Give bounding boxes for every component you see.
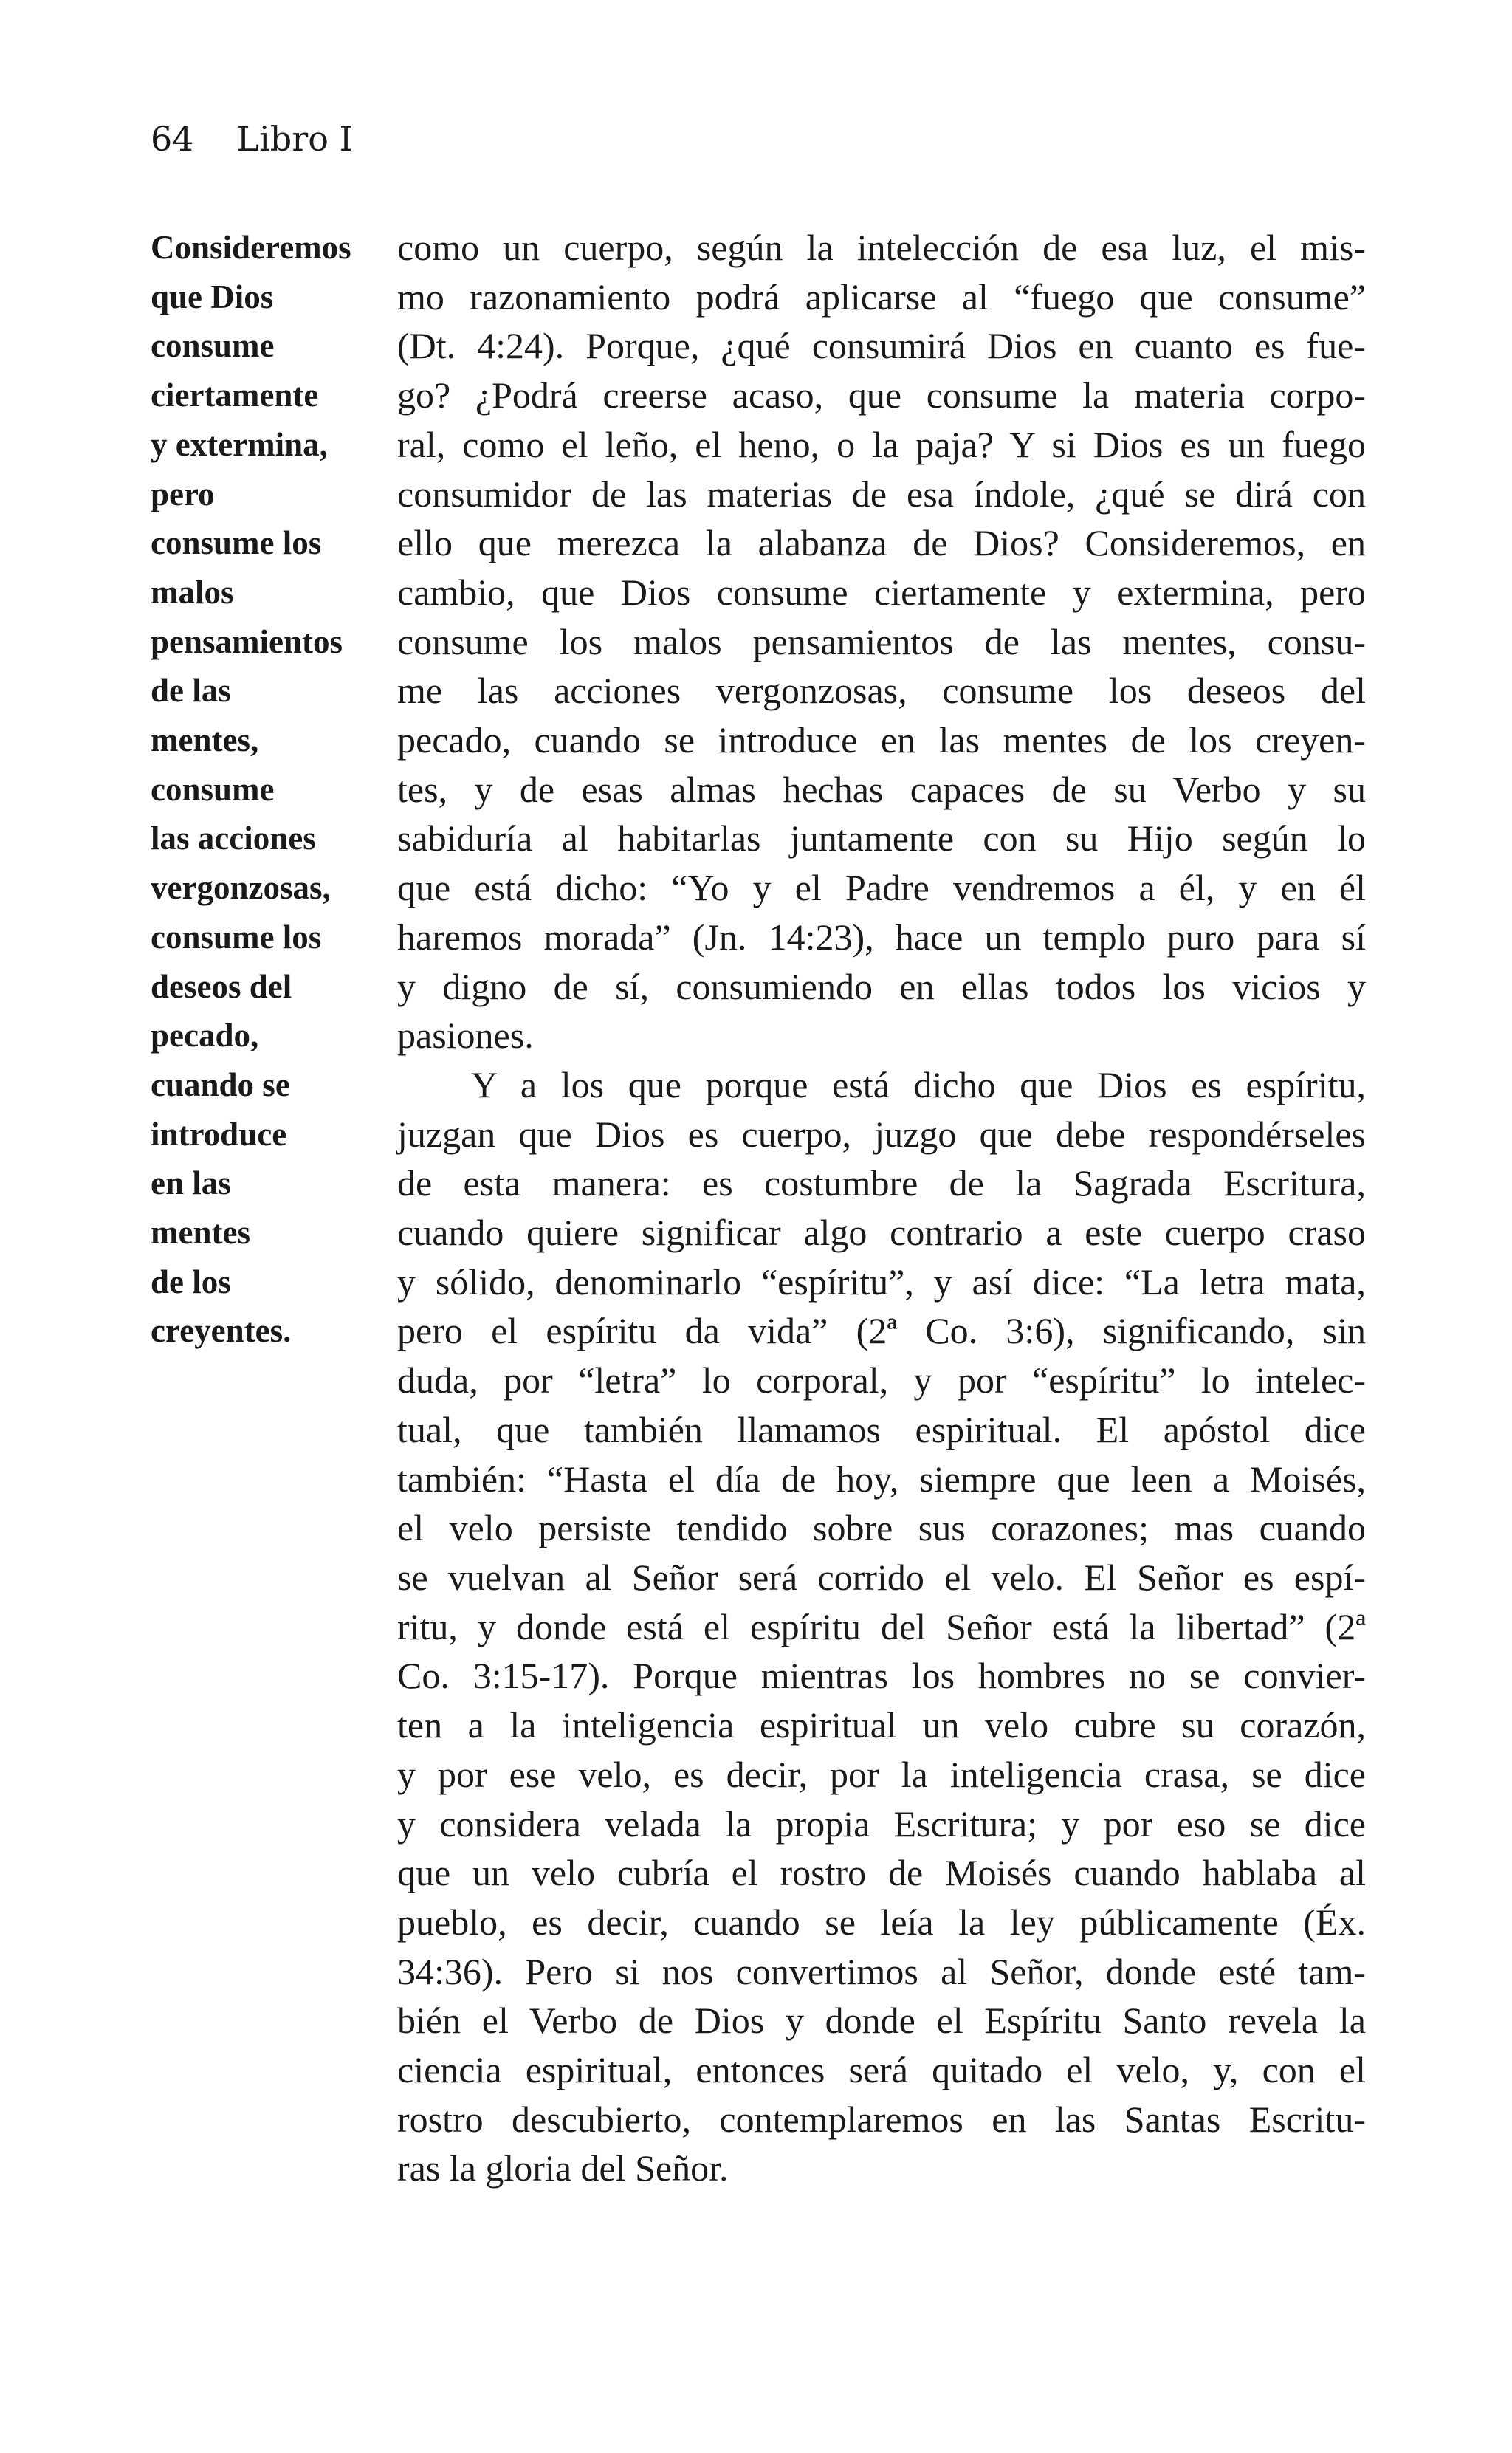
margin-note-line: pensamientos — [151, 622, 343, 660]
text-line: go? ¿Podrá creerse acaso, que consume la materia corpo- — [397, 374, 1366, 416]
paragraph — [397, 223, 1366, 1060]
text-line: cuando quiere significar algo contrario a este cuerpo craso — [397, 1212, 1366, 1254]
margin-note-line: de las — [151, 672, 231, 710]
text-line: Co. 3:15-17). Porque mientras los hombres no se convier- — [397, 1655, 1366, 1697]
text-line: y sólido, denominarlo “espíritu”, y así dice: “La letra mata, — [397, 1260, 1366, 1303]
margin-note-line: mentes, — [151, 721, 259, 759]
margin-note-line: pecado, — [151, 1017, 259, 1054]
text-line: que un velo cubría el rostro de Moisés cuando hablaba al — [397, 1852, 1366, 1894]
text-line: consume los malos pensamientos de las mentes, consu- — [397, 620, 1366, 662]
text-line: mo razonamiento podrá aplicarse al “fuego que consume” — [397, 275, 1366, 318]
text-line: haremos morada” (Jn. 14:23), hace un templo puro para sí — [397, 916, 1366, 958]
text-line: duda, por “letra” lo corporal, y por “espíritu” lo intelec- — [397, 1359, 1366, 1402]
margin-note-line: de los — [151, 1263, 231, 1300]
text-line: y por ese velo, es decir, por la inteligencia crasa, se dice — [397, 1753, 1366, 1795]
text-line: ral, como el leño, el heno, o la paja? Y si Dios es un fuego — [397, 423, 1366, 465]
text-line: ello que merezca la alabanza de Dios? Consideremos, en — [397, 522, 1366, 564]
text-line: ritu, y donde está el espíritu del Señor está la libertad” (2ª — [397, 1605, 1366, 1647]
margin-note-line: Consideremos — [151, 229, 351, 266]
text-line: (Dt. 4:24). Porque, ¿qué consumirá Dios en cuanto es fue- — [397, 325, 1366, 367]
margin-note-line: consume — [151, 770, 275, 808]
text-line: juzgan que Dios es cuerpo, juzgo que debe respondérseles — [397, 1113, 1366, 1155]
margin-note-line: en las — [151, 1164, 231, 1202]
text-line: ciencia espiritual, entonces será quitado el velo, y, con el — [397, 2049, 1366, 2091]
text-line: pecado, cuando se introduce en las mentes de los creyen- — [397, 719, 1366, 761]
text-line: pasiones. — [397, 1015, 534, 1057]
text-line: Y a los que porque está dicho que Dios es espíritu, — [471, 1063, 1366, 1105]
margin-note-line: deseos del — [151, 967, 292, 1005]
text-line: el velo persiste tendido sobre sus corazones; mas cuando — [397, 1507, 1366, 1549]
body-text — [397, 223, 1366, 2193]
text-line: rostro descubierto, contemplaremos en las Santas Escritu- — [397, 2098, 1366, 2140]
margin-note-line: ciertamente — [151, 377, 319, 414]
running-header — [151, 112, 353, 165]
text-line: pueblo, es decir, cuando se leía la ley públicamente (Éx. — [397, 1901, 1366, 1943]
margin-note-line: consume los — [151, 524, 322, 562]
page-number: 64 — [151, 119, 194, 159]
margin-note-line: introduce — [151, 1115, 287, 1153]
text-line: de esta manera: es costumbre de la Sagrada Escritura, — [397, 1162, 1366, 1204]
margin-note-line: las acciones — [151, 820, 316, 857]
text-line: ras la gloria del Señor. — [397, 2147, 729, 2189]
margin-note-line: consume — [151, 327, 275, 365]
margin-note-line: consume los — [151, 918, 322, 956]
margin-note — [151, 223, 372, 1356]
running-title: Libro I — [236, 119, 353, 159]
margin-note-line: y extermina, — [151, 425, 328, 463]
text-line: 34:36). Pero si nos convertimos al Señor, donde esté tam- — [397, 1950, 1366, 1992]
text-line: sabiduría al habitarlas juntamente con su Hijo según lo — [397, 817, 1366, 860]
text-line: cambio, que Dios consume ciertamente y extermina, pero — [397, 571, 1366, 613]
margin-note-line: malos — [151, 573, 234, 611]
text-line: como un cuerpo, según la intelección de esa luz, el mis- — [397, 227, 1366, 268]
text-line: se vuelvan al Señor será corrido el velo. El Señor es espí- — [397, 1556, 1366, 1598]
text-line: ten a la inteligencia espiritual un velo cubre su corazón, — [397, 1704, 1366, 1746]
paragraph — [397, 1060, 1366, 2193]
text-line: y digno de sí, consumiendo en ellas todos los vicios y — [397, 965, 1366, 1007]
text-line: y considera velada la propia Escritura; y por eso se dice — [397, 1802, 1366, 1845]
margin-note-line: creyentes. — [151, 1312, 292, 1350]
margin-note-line: cuando se — [151, 1066, 290, 1103]
margin-note-line: pero — [151, 475, 215, 512]
text-line: consumidor de las materias de esa índole, ¿qué se dirá con — [397, 473, 1366, 515]
text-line: bién el Verbo de Dios y donde el Espíritu Santo revela la — [397, 2000, 1366, 2042]
margin-note-line: vergonzosas, — [151, 869, 331, 907]
text-line: tual, que también llamamos espiritual. El apóstol dice — [397, 1408, 1366, 1450]
text-line: tes, y de esas almas hechas capaces de su Verbo y su — [397, 768, 1366, 810]
text-line: me las acciones vergonzosas, consume los deseos del — [397, 670, 1366, 712]
text-line: que está dicho: “Yo y el Padre vendremos a él, y en él — [397, 867, 1366, 909]
text-line: pero el espíritu da vida” (2ª Co. 3:6), significando, sin — [397, 1310, 1366, 1352]
margin-note-line: que Dios — [151, 278, 274, 315]
text-line: también: “Hasta el día de hoy, siempre que leen a Moisés, — [397, 1458, 1366, 1500]
margin-note-line: mentes — [151, 1214, 250, 1252]
